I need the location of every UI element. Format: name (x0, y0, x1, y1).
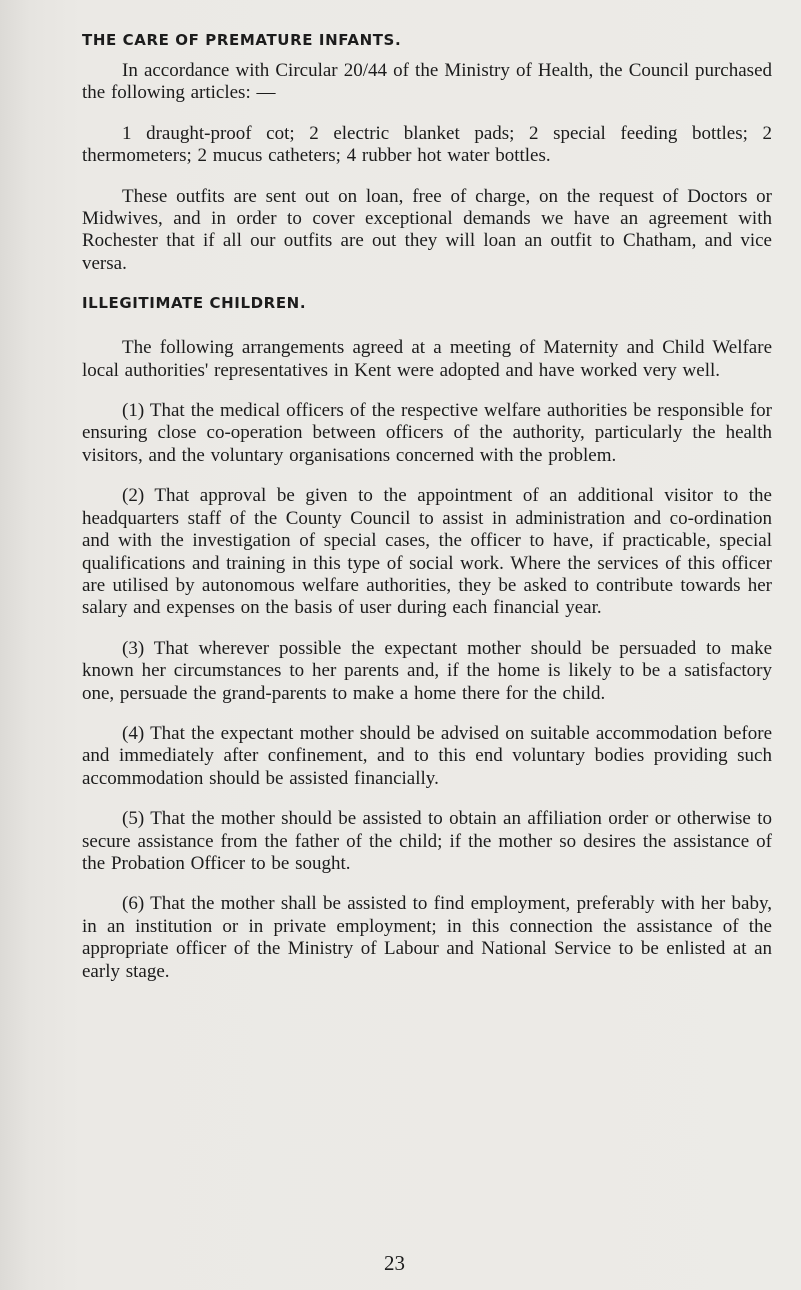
paragraph-item-1: (1) That the medical officers of the respective welfare authorities be responsible for ensuring close co-operation between officers of the authority, particularly the health visitors, and the voluntary organisations concerned with the problem. (82, 400, 772, 466)
paragraph-item-6: (6) That the mother shall be assisted to find employment, preferably with her baby, in an institution or in private employment; in this connection the assistance of the appropriate officer of the Ministry of Labour and National Service to be enlisted at an early stage. (82, 893, 772, 982)
paragraph-item-5: (5) That the mother should be assisted to obtain an affiliation order or otherwise to secure assistance from the father of the child; if the mother so desires the assistance of the Probation Officer to be sought. (82, 808, 772, 874)
paragraph-outfits-loan: These outfits are sent out on loan, free of charge, on the request of Doctors or Midwives, and in order to cover exceptional demands we have an agreement with Rochester that if all our outfits are out they will loan an outfit to Chatham, and vice versa. (82, 185, 772, 274)
paragraph-articles-list: 1 draught-proof cot; 2 electric blanket pads; 2 special feeding bottles; 2 thermometers; 2 mucus catheters; 4 rubber hot water bottles. (82, 122, 772, 167)
paragraph-item-3: (3) That wherever possible the expectant mother should be persuaded to make known her circumstances to her parents and, if the home is likely to be a satisfactory one, persuade the grand-parents to make a home there for the child. (82, 637, 772, 704)
page-number: 23 (384, 1251, 405, 1275)
paragraph-arrangements-intro: The following arrangements agreed at a meeting of Maternity and Child Welfare local authorities' representatives in Kent were adopted and have worked very well. (82, 337, 772, 381)
section-heading-illegitimate-children: ILLEGITIMATE CHILDREN. (82, 294, 307, 313)
paragraph-item-2: (2) That approval be given to the appointment of an additional visitor to the headquarters staff of the County Council to assist in administration and co-ordination and with the investigation of special cases, the officer to have, if practicable, special qualifications and training in this type of social work. Where the services of this officer are utilised by autonomous welfare authorities, they be asked to contribute towards her salary and expenses on the basis of user during each financial year. (82, 485, 772, 619)
paragraph-item-4: (4) That the expectant mother should be advised on suitable accommodation before and immediately after confinement, and to this end voluntary bodies providing such accommodation should be assisted financially. (82, 722, 772, 789)
paragraph-circular: In accordance with Circular 20/44 of the Ministry of Health, the Council purchased the following articles: — (82, 60, 772, 104)
page-content (82, 30, 772, 1001)
section-heading-premature-infants: THE CARE OF PREMATURE INFANTS. (82, 31, 402, 49)
